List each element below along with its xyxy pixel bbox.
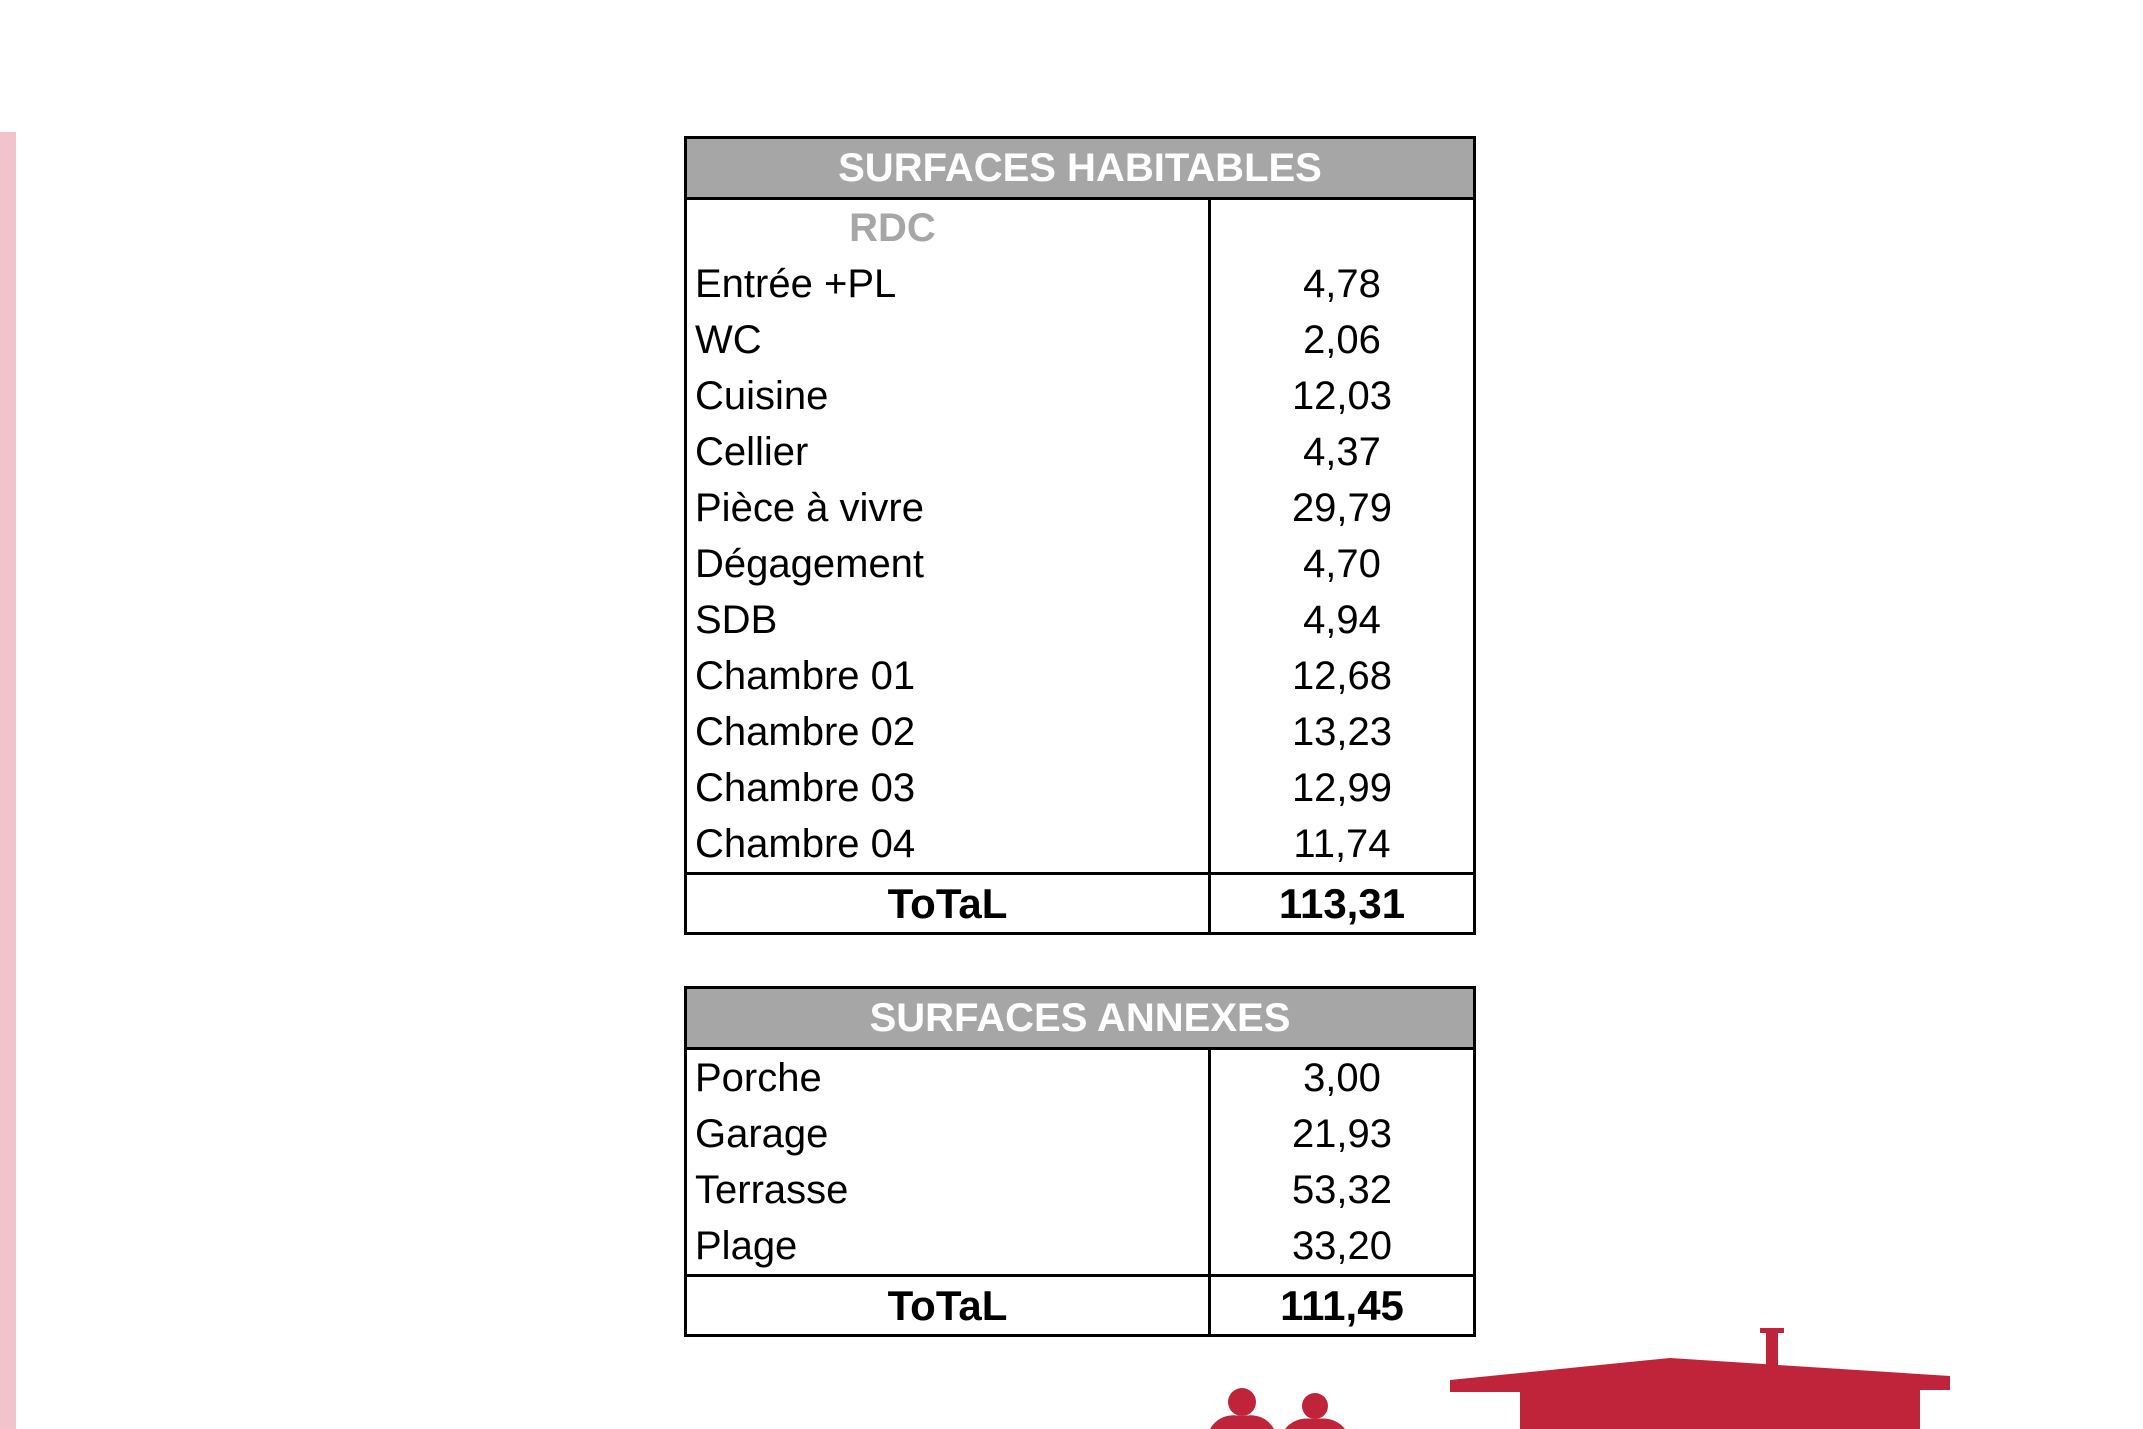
surfaces-habitables-table	[684, 136, 1476, 935]
surfaces-annexes-table	[684, 986, 1476, 1337]
room-name-column	[687, 200, 1211, 872]
room-name: Chambre 02	[695, 710, 916, 754]
room-name: SDB	[695, 598, 778, 642]
room-area: 33,20	[1291, 1224, 1393, 1268]
room-area: 4,94	[1303, 598, 1381, 642]
room-name: Terrasse	[695, 1168, 849, 1212]
room-area: 4,37	[1303, 430, 1381, 474]
room-area: 53,32	[1291, 1168, 1393, 1212]
roof-icon	[1450, 1358, 1950, 1429]
page-side-bar	[0, 132, 16, 1429]
table-title: SURFACES HABITABLES	[687, 139, 1473, 200]
room-name: Plage	[695, 1224, 798, 1268]
room-area: 12,68	[1291, 654, 1393, 698]
total-row	[687, 872, 1473, 932]
room-area: 4,78	[1303, 262, 1381, 306]
room-name: Chambre 03	[695, 766, 916, 810]
room-name: Garage	[695, 1112, 829, 1156]
room-name: Pièce à vivre	[695, 486, 924, 530]
total-label: ToTaL	[687, 875, 1211, 932]
house-logo-icon	[1180, 1320, 1980, 1429]
total-value: 113,31	[1278, 880, 1406, 927]
room-area: 3,00	[1303, 1056, 1381, 1100]
room-area: 13,23	[1291, 710, 1393, 754]
room-name: Chambre 01	[695, 654, 916, 698]
room-area-column	[1211, 200, 1473, 872]
chimney-icon	[1766, 1328, 1778, 1368]
room-name: Porche	[695, 1056, 822, 1100]
room-name: Chambre 04	[695, 822, 916, 866]
room-name: Dégagement	[695, 542, 925, 586]
level-label: RDC	[849, 206, 936, 250]
room-area: 12,03	[1291, 374, 1393, 418]
room-area-column	[1211, 1050, 1473, 1274]
total-value: 111,45	[1280, 1282, 1404, 1329]
room-area: 4,70	[1303, 542, 1381, 586]
room-area: 12,99	[1291, 766, 1393, 810]
table-title: SURFACES ANNEXES	[687, 989, 1473, 1050]
room-area: 29,79	[1291, 486, 1393, 530]
room-name: Cellier	[695, 430, 809, 474]
room-area: 2,06	[1303, 318, 1381, 362]
room-area: 11,74	[1293, 822, 1391, 866]
room-name: Cuisine	[695, 374, 829, 418]
room-area: 21,93	[1291, 1112, 1393, 1156]
room-name: Entrée +PL	[695, 262, 897, 306]
room-name: WC	[695, 318, 762, 362]
total-label: ToTaL	[687, 1277, 1211, 1334]
room-name-column	[687, 1050, 1211, 1274]
person-icon	[1228, 1388, 1256, 1416]
